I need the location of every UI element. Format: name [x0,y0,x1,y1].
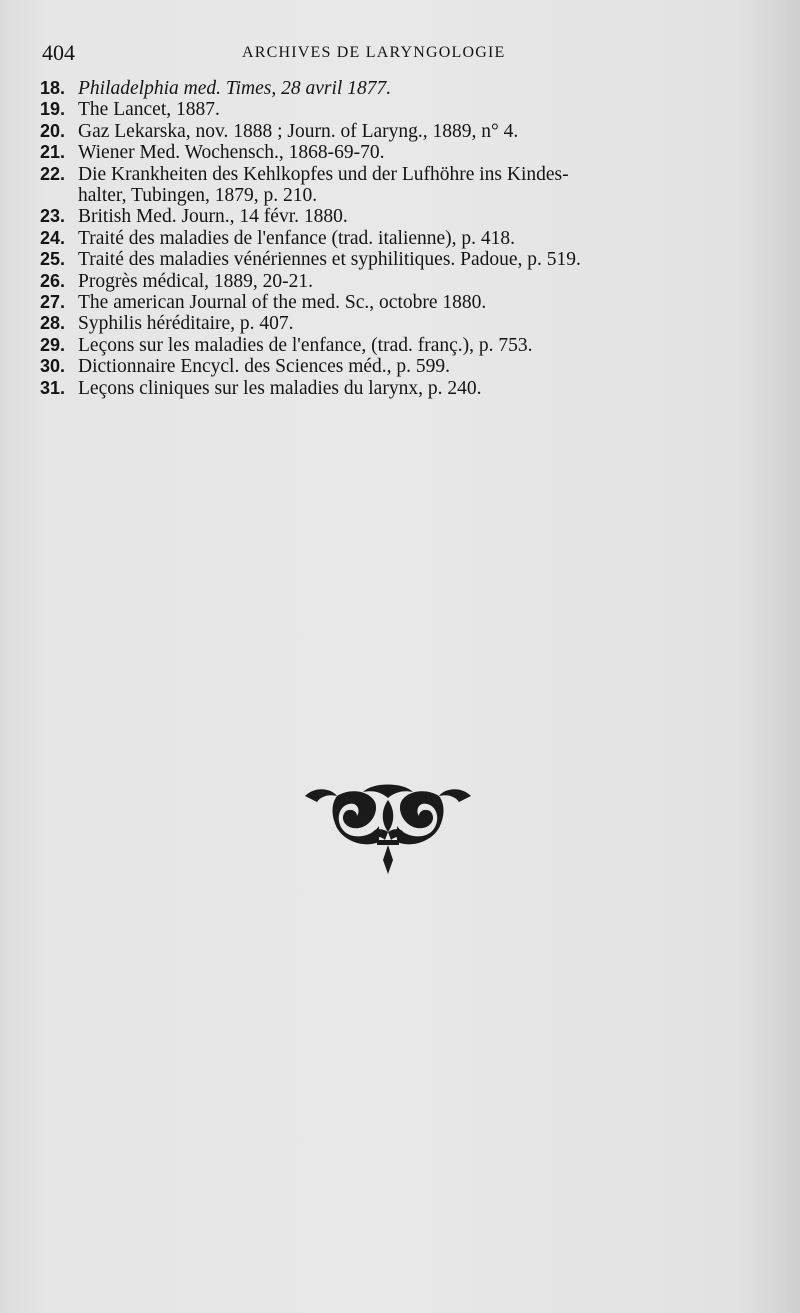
reference-item [40,249,740,270]
reference-item [40,142,740,163]
reference-text: Philadelphia med. Times, 28 avril 1877. [78,78,392,99]
reference-text: Dictionnaire Encycl. des Sciences méd., p. 599. [78,356,451,378]
page-header [42,40,742,68]
reference-text: Traité des maladies de l'enfance (trad. italienne), p. 418. [78,227,516,249]
reference-number: 29. [40,334,66,355]
reference-list [40,78,740,399]
fleur-de-lis-ornament-icon [303,782,473,877]
reference-item [40,78,740,99]
reference-text: Leçons cliniques sur les maladies du larynx, p. 240. [78,377,482,399]
reference-item [40,335,740,356]
reference-text: Traité des maladies vénériennes et syphilitiques. Padoue, p. 519. [78,249,581,271]
reference-number: 20. [40,120,66,141]
reference-text: Die Krankheiten des Kehlkopfes und der Lufhöhre ins Kindes- [78,163,569,185]
reference-text: The Lancet, 1887. [78,99,220,121]
reference-text: Syphilis héréditaire, p. 407. [78,313,294,335]
reference-continuation: halter, Tubingen, 1879, p. 210. [78,185,318,207]
reference-number: 27. [40,292,66,313]
reference-number: 22. [40,163,66,184]
reference-item [40,121,740,142]
reference-number: 23. [40,206,66,227]
reference-item [40,356,740,377]
reference-text: The american Journal of the med. Sc., octobre 1880. [78,292,487,314]
reference-number: 28. [40,313,66,334]
reference-item [40,206,740,227]
reference-number: 31. [40,377,66,398]
running-head: ARCHIVES DE LARYNGOLOGIE [242,44,506,61]
reference-number: 24. [40,227,66,248]
reference-number: 30. [40,356,66,377]
reference-item [40,271,740,292]
reference-text: Wiener Med. Wochensch., 1868-69-70. [78,142,385,164]
reference-text: Progrès médical, 1889, 20-21. [78,270,314,292]
reference-text: British Med. Journ., 14 févr. 1880. [78,206,348,228]
page-number: 404 [42,40,75,65]
reference-text: Gaz Lekarska, nov. 1888 ; Journ. of Laryng., 1889, n° 4. [78,120,519,142]
reference-item [40,378,740,399]
reference-number: 25. [40,249,66,270]
reference-item [40,228,740,249]
reference-number: 19. [40,99,66,120]
reference-item [40,164,740,207]
reference-number: 21. [40,142,66,163]
reference-item [40,313,740,334]
reference-item [40,99,740,120]
reference-item [40,292,740,313]
reference-number: 18. [40,78,66,98]
reference-number: 26. [40,270,66,291]
reference-text: Leçons sur les maladies de l'enfance, (trad. franç.), p. 753. [78,334,533,356]
